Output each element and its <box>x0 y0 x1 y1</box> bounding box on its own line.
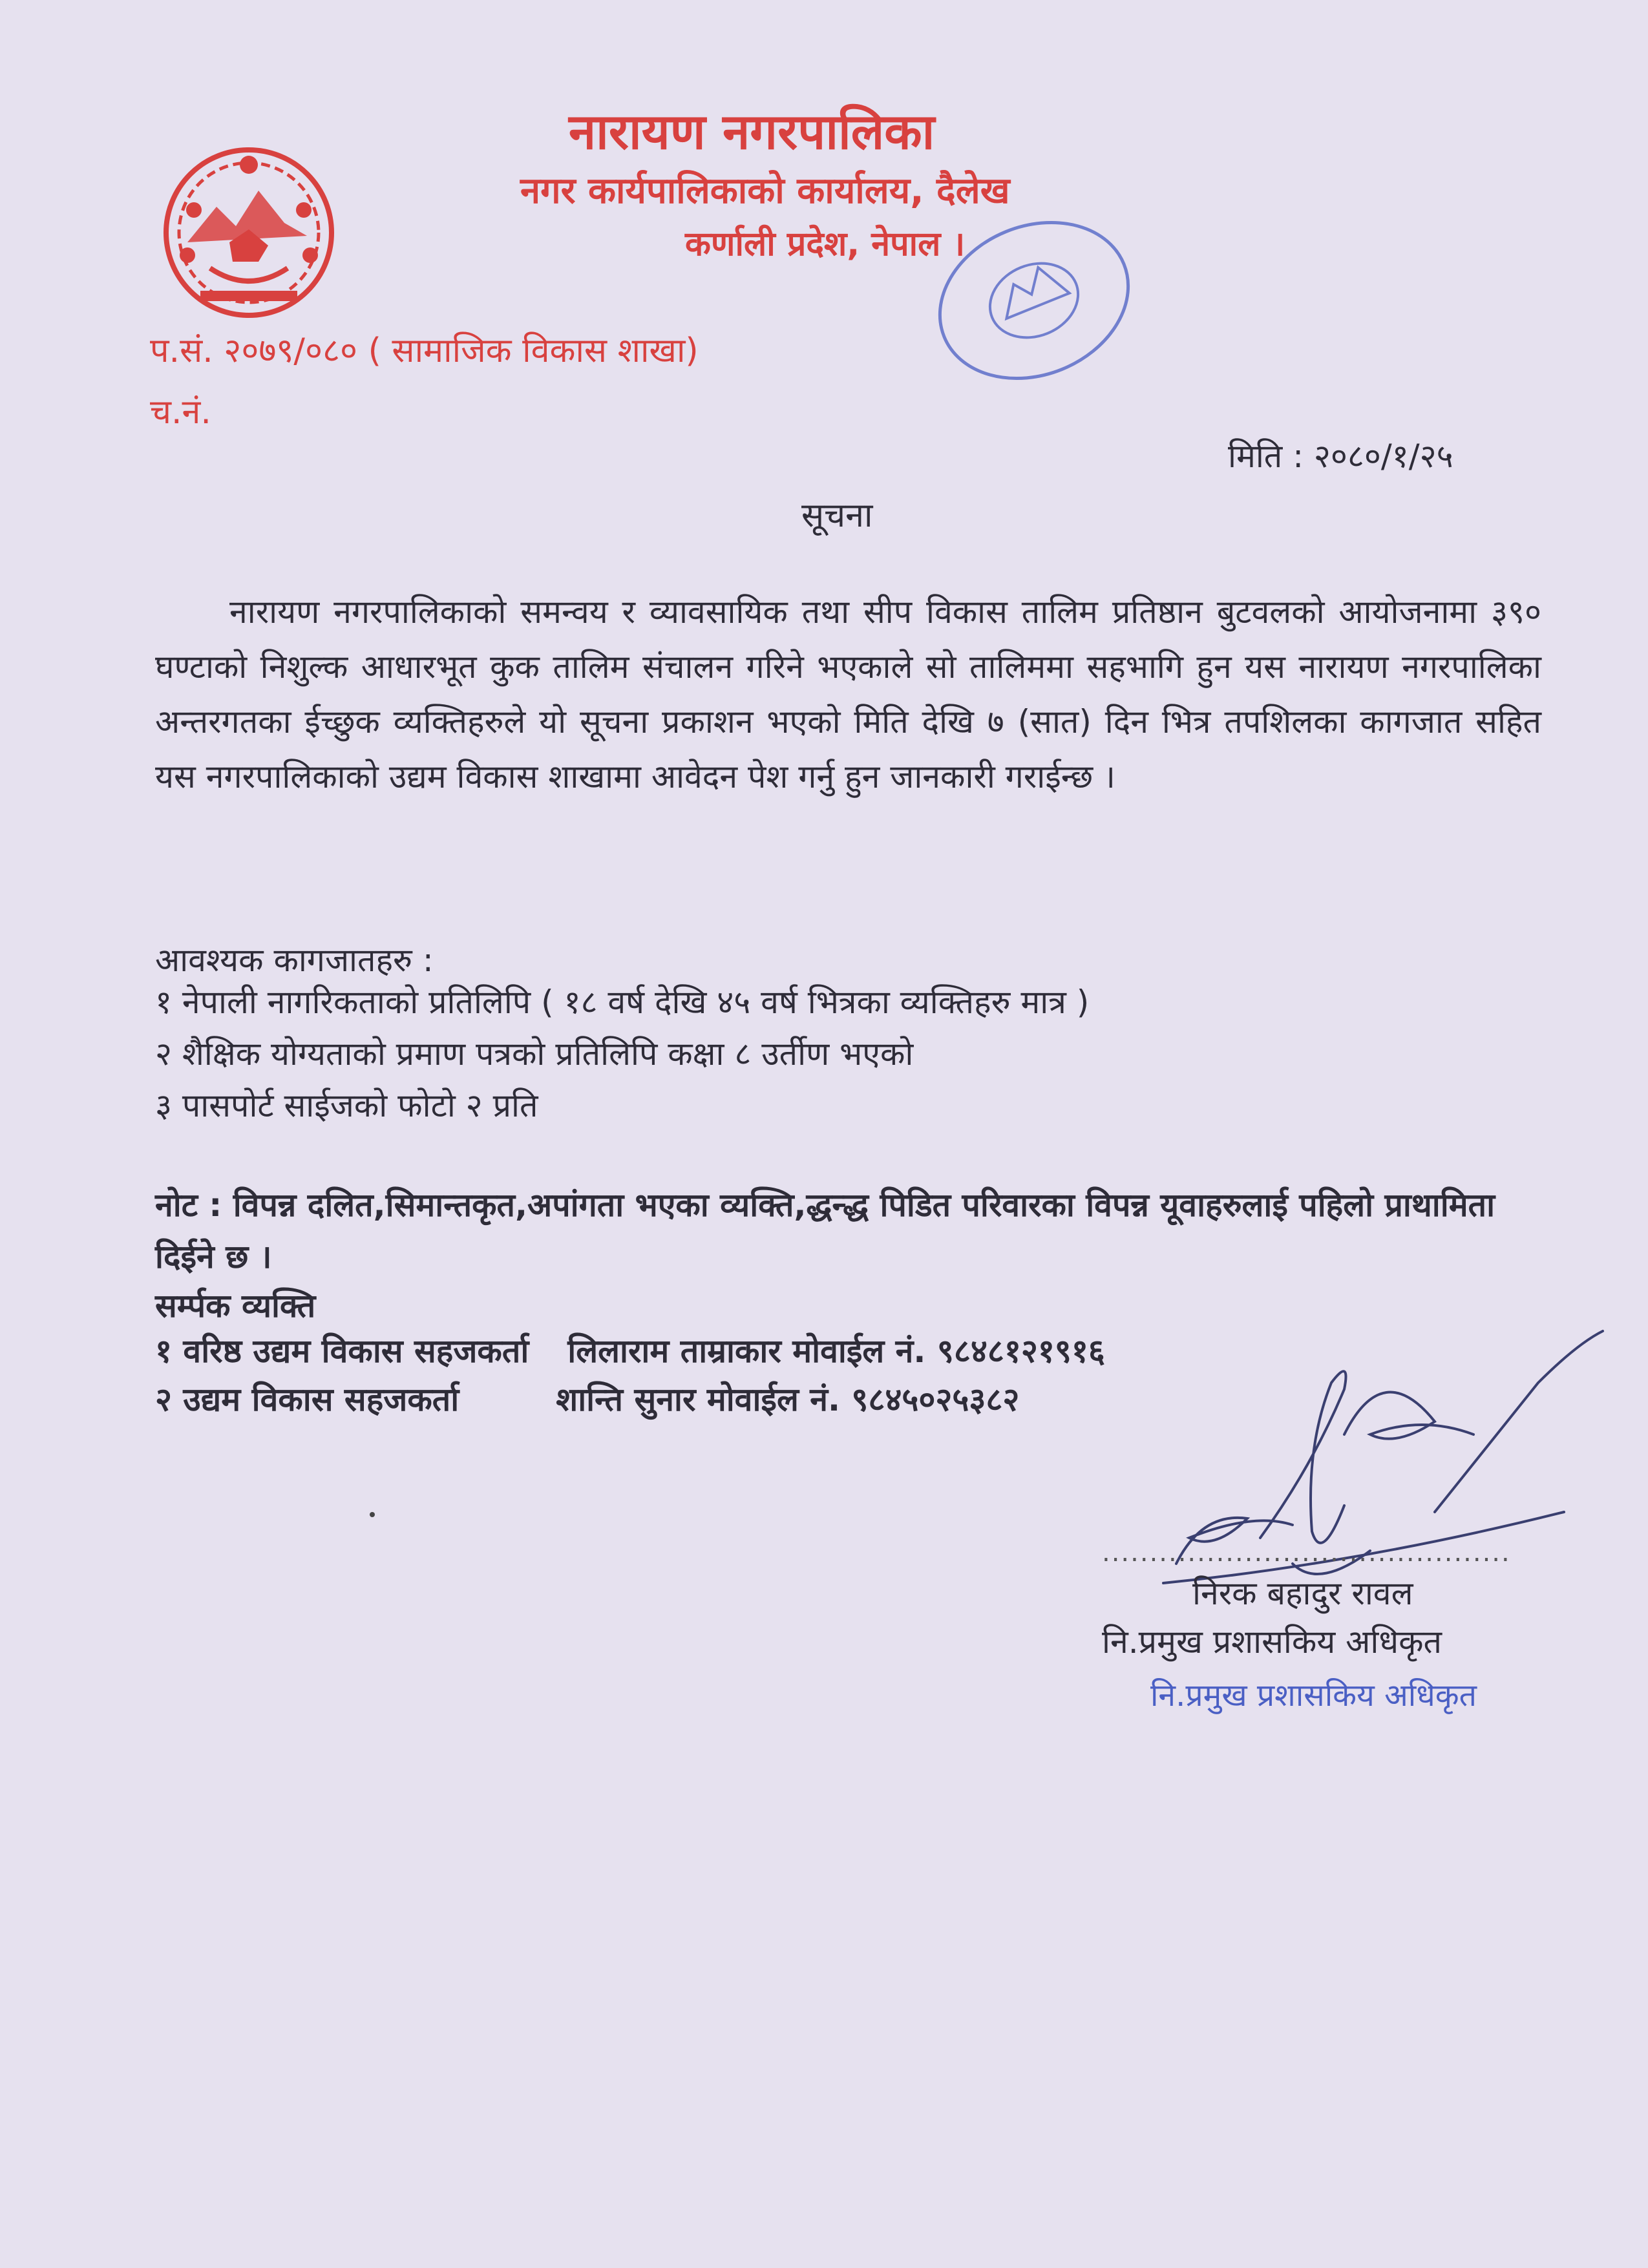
office-name: नगर कार्यपालिकाको कार्यालय, दैलेख <box>520 170 1010 212</box>
document-item: १ नेपाली नागरिकताको प्रतिलिपि ( १८ वर्ष देखि ४५ वर्ष भित्रका व्यक्तिहरु मात्र ) <box>155 983 1090 1021</box>
contact-phone: मोवाईल नं. ९८४५०२५३८२ <box>706 1381 1020 1418</box>
contact-phone: मोवाईल नं. ९८४८१२१९१६ <box>792 1332 1105 1370</box>
contacts-heading: सर्म्पक व्यक्ति <box>155 1287 316 1325</box>
contact-role: २ उद्यम विकास सहजकर्ता <box>155 1381 460 1418</box>
contact-row <box>155 1328 1105 1372</box>
notice-subject: सूचना <box>801 496 873 535</box>
signatory-name: निरक बहादुर रावल <box>1192 1575 1413 1612</box>
org-name: नारायण नगरपालिका <box>569 103 935 160</box>
fiscal-reference: प.सं. २०७९/०८० ( सामाजिक विकास शाखा) <box>150 331 699 370</box>
signatory-title: नि.प्रमुख प्रशासकिय अधिकृत <box>1102 1623 1442 1661</box>
designation-stamp: नि.प्रमुख प्रशासकिय अधिकृत <box>1150 1677 1477 1714</box>
nepal-emblem-icon <box>155 139 343 329</box>
contact-role: १ वरिष्ठ उद्यम विकास सहजकर्ता <box>155 1332 529 1370</box>
province-line: कर्णाली प्रदेश, नेपाल । <box>685 225 966 264</box>
documents-heading: आवश्यक कागजातहरु : <box>155 941 434 979</box>
contact-name: शान्ति सुनार <box>556 1381 696 1418</box>
office-seal-stamp <box>924 204 1144 400</box>
notice-date: मिति : २०८०/१/२५ <box>1228 437 1453 475</box>
dispatch-number: च.नं. <box>150 393 211 432</box>
document-item: २ शैक्षिक योग्यताको प्रमाण पत्रको प्रतिलिपि कक्षा ८ उर्तीण भएको <box>155 1035 914 1073</box>
signature-line: ........................................... <box>1102 1538 1511 1568</box>
contact-name: लिलाराम ताम्राकार <box>567 1332 781 1370</box>
ink-speck <box>370 1512 375 1517</box>
priority-note: नोट : विपन्न दलित,सिमान्तकृत,अपांगता भएका व्यक्ति,द्धन्द्ध पिडित परिवारका विपन्न यूवाहरुलाई पहिलो प्राथामिता दिईने छ । <box>155 1186 1495 1276</box>
document-item: ३ पासपोर्ट साईजको फोटो २ प्रति <box>155 1087 538 1124</box>
contact-row <box>155 1376 1019 1420</box>
notice-body: नारायण नगरपालिकाको समन्वय र व्यावसायिक तथा सीप विकास तालिम प्रतिष्ठान बुटवलको आयोजनामा ३९० घण्टाको निशुल्क आधारभूत कुक तालिम संचालन गरिने भएकाले सो तालिममा सहभागि हुन यस नारायण नगरपालिका अन्तरगतका ईच्छुक व्यक्तिहरुले यो सूचना प्रकाशन भएको मिति देखि ७ (सात) दिन भित्र तपशिलका कागजात सहित यस नगरपालिकाको उद्यम विकास शाखामा आवेदन पेश गर्नु हुन जानकारी गराईन्छ । <box>155 593 1541 795</box>
